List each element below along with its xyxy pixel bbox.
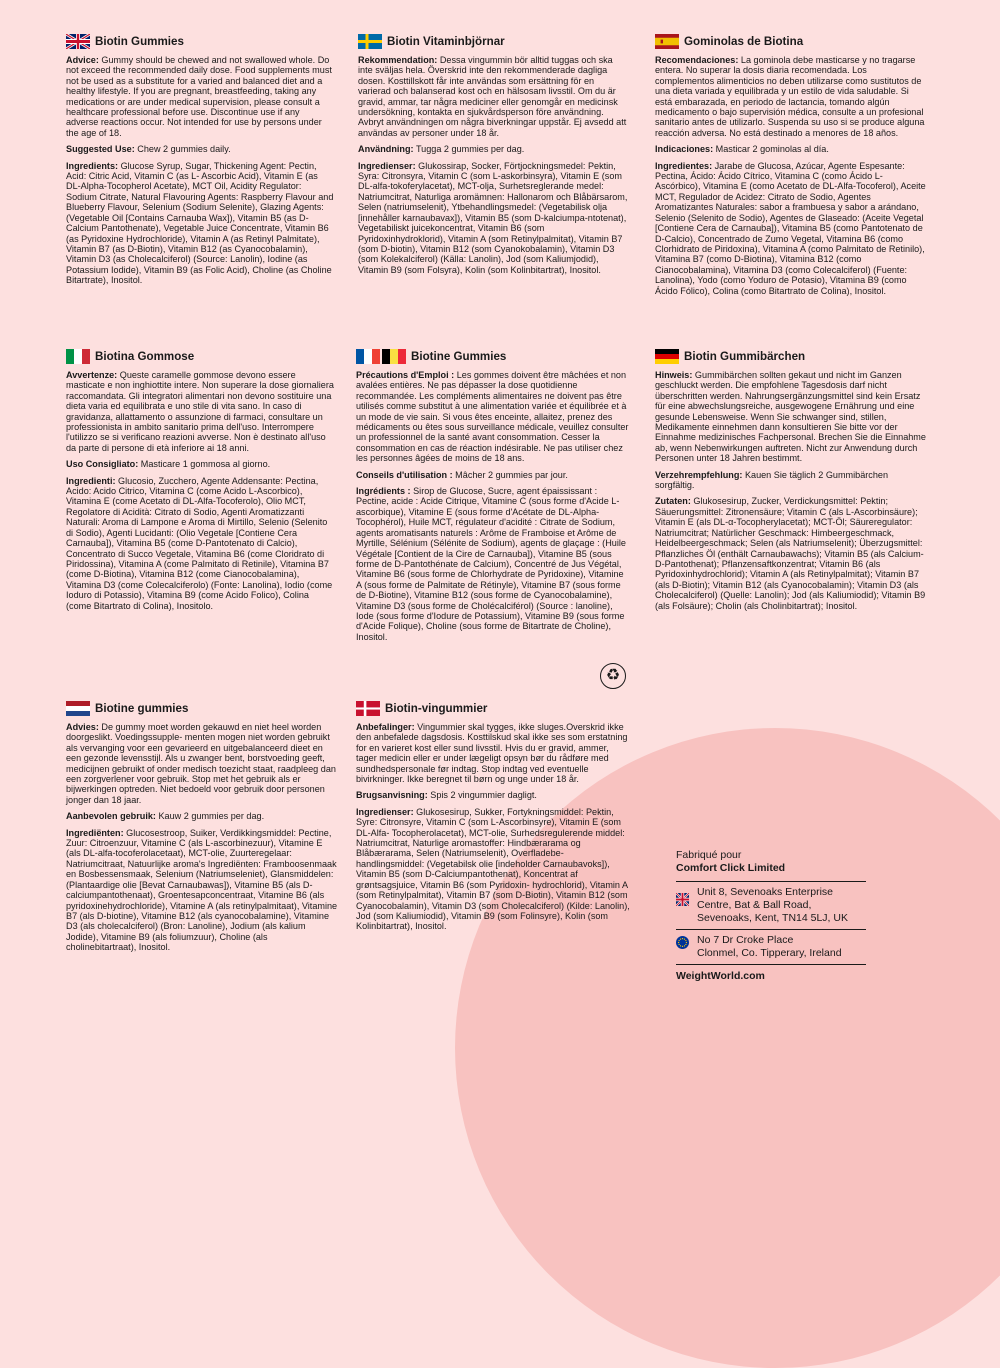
section-title: Biotin Gummibärchen xyxy=(684,349,806,363)
ingredients-paragraph: Ingredienser: Glukossirap, Socker, Förtjockningsmedel: Pektin, Syra: Citronsyra, Vitamin C (som L-askorbinsyra), Vitamin E (som DL-alfa-tokoferylacetat), MCT-olja, Surhetsreglerande medel: Natriumcitrat, Naturliga aromämnen: Hallonarom och Blåbärsarom, Selen (natriumselenit), Ytbehandlingsmedel: (Vegetabilisk olja [innehåller karnaubavax]), Vitamin B5 (som D-kalciumpa-ntotenat), Vegetabiliskt juicekoncentrat, Vitamin B6 (som Pyridoxinhydroklorid), Vitamin A (som Retinylpalmitat), Vitamin B7 (som D-biotin), Vitamin B12 (som Cyanokobalamin), Vitamin D3 (som Kolekalciferol) (Källa: Lanolin), Jod (som Kaliumjodid), Vitamin B9 (som Folsyra), Kolin (som Kolinbitartrat), Inositol. xyxy=(358,160,628,275)
section-uk xyxy=(66,30,334,292)
section-body xyxy=(356,722,630,932)
section-netherlands xyxy=(66,697,338,959)
manufacturer-info xyxy=(676,849,876,982)
section-header xyxy=(358,30,628,52)
section-title: Biotina Gommose xyxy=(95,349,195,363)
section-body xyxy=(66,55,334,286)
ingredients-paragraph: Ingrédients : Sirop de Glucose, Sucre, agent épaississant : Pectine, acide : Acide Citrique, Vitamine C (sous forme d'Acide L-ascorbique), Vitamine E (sous forme d'Acétate de DL-Alpha-Tocophérol), Huile MCT, régulateur d'acidité : Citrate de Sodium, agents aromatisants naturels : Arôme de Framboise et Arôme de Myrtille, Sélénium (Sélénite de Sodium), agents de glaçage : (Huile Végétale [Contient de la Cire de Carnauba]), Vitamine B5 (sous forme de D-Pantothénate de Calcium), Concentré de Jus Végétal, Vitamine B6 (sous forme de Chlorhydrate de Pyridoxine), Vitamine A (sous forme de Palmitate de Rétinyle), Vitamine B7 (sous forme de D-Biotine), Vitamine B12 (sous forme de Cyanocobalamine), Vitamine D3 (sous forme de Cholécalciférol) (Source : lanoline), Iode (sous forme d'Iodure de Potassium), Vitamine B9 (sous forme d'Acide Folique), Choline (sous forme de Bitartrate de Choline), Inositol. xyxy=(356,486,626,642)
section-denmark xyxy=(356,697,630,938)
netherlands-flag-icon xyxy=(66,701,90,716)
ingredients-paragraph: Ingredientes: Jarabe de Glucosa, Azúcar, Agente Espesante: Pectina, Ácido: Ácido Cítrico, Vitamina C (como Ácido L-Ascórbico), Vitamina E (como Acetato de DL-Alfa-Tocoferol), Aceite MCT, Regulador de Acidez: Citrato de Sodio, Agentes Aromatizantes Naturales: sabor a frambuesa y sabor a arándano, Selenio (Selenito de Sodio), Agentes de Glaseado: (Aceite Vegetal [Contiene Cera de Carnauba]), Vitamina B5 (como Pantotenato de D-Calcio), Concentrado de Zumo Vegetal, Vitamina B6 (como Clorhidrato de Piridoxina), Vitamina A (como Palmitato de Retinilo), Vitamina B7 (como D-Biotina), Vitamina B12 (como Cianocobalamina), Vitamina D3 (como Colecalciferol) (Fuente: Lanolina), Yodo (como Yoduro de Potasio), Vitamina B9 (como Ácido Fólico), Colina (como Bitartrato de Colina), Inositol. xyxy=(655,160,926,296)
ingredients-paragraph: Ingredienti: Glucosio, Zucchero, Agente Addensante: Pectina, Acido: Acido Citrico, Vitamina C (come Acido L-Ascorbico), Vitamina E (come Acetato di DL-Alfa-Tocoferolo), Olio MCT, Regolatore di Acidità: Citrato di Sodio, Agenti Aromatizzanti Naturali: Aroma di Lampone e Aroma di Mirtillo, Selenio (Selenito di Sodio), Agenti Lucidanti: (Olio Vegetale [Contiene Cera Carnauba]), Vitamina B5 (come D-Pantotenato di Calcio), Concentrato di Succo Vegetale, Vitamina B6 (come Cloridrato di Piridossina), Vitamina A (come Palmitato di Retinile), Vitamina B7 (come D-Biotina), Vitamina B12 (come Cianocobalamina), Vitamina D3 (come Colecalciferolo) (Fonte: Lanolina), Iodio (come Ioduro di Potassio), Vitamina B9 (come Acido Folico), Colina (come Bitartrato di Colina), Inositolo. xyxy=(66,475,333,611)
denmark-flag-icon xyxy=(356,701,380,716)
section-header xyxy=(66,345,336,367)
sweden-flag-icon xyxy=(358,34,382,49)
usage-paragraph: Indicaciones: Masticar 2 gominolas al día. xyxy=(655,144,829,155)
section-title: Biotin-vingummier xyxy=(385,701,488,715)
address-line: Sevenoaks, Kent, TN14 5LJ, UK xyxy=(697,912,848,924)
address-line: No 7 Dr Croke Place xyxy=(697,934,794,946)
uk-flag-icon xyxy=(66,34,90,49)
ingredients-paragraph: Zutaten: Glukosesirup, Zucker, Verdickungsmittel: Pektin; Säuerungsmittel: Zitronensäure; Vitamin C (als L-Ascorbinsäure); Vitamin E (als DL-α-Tocopherylacetat); MCT-Öl; Säureregulator: Natriumcitrat; Natürlicher Geschmack: Himbeergeschmack, Heidelbeergeschmack; Selen (als Natriumselenit); Überzugsmittel: Pflanzliches Öl (enthält Carnaubawachs); Vitamin B5 (als Calcium-D-Pantothenat); Pflanzensaftkonzentrat; Vitamin B6 (als Pyridoxinhydrochlorid); Vitamin A (als Retinylpalmitat); Vitamin B7 (als D-Biotin); Vitamin B12 (als Cyanocobalamin); Vitamin D3 (als Cholecalciferol) (Quelle: Lanolin); Jod (als Kaliumiodid); Vitamin B9 (als Folsäure); Cholin (als Cholinbitartrat); Inositol. xyxy=(655,496,926,611)
eu-address xyxy=(676,930,876,964)
advice-paragraph: Précautions d'Emploi : Les gommes doivent être mâchées et non avalées entières. Ne pas dépasser la dose quotidienne recommandée. Les compléments alimentaires ne doivent pas être utilisés comme substitut à une alimentation variée et équilibrée et à un mode de vie sain. Si vous êtes enceinte, allaitez, prenez des médicaments ou êtes sous surveillance médicale, veuillez consulter un professionnel de la santé avant consommation. Cesser la consommation en cas de réaction indésirable. Ne pas utiliser chez les personnes âgées de moins de 18 ans. xyxy=(356,370,629,464)
section-title: Biotine Gummies xyxy=(411,349,507,363)
website-link[interactable]: WeightWorld.com xyxy=(676,970,765,982)
section-france-belgium xyxy=(356,345,630,648)
section-body xyxy=(66,722,338,953)
usage-paragraph: Uso Consigliato: Masticare 1 gommosa al giorno. xyxy=(66,459,271,470)
ingredients-paragraph: Ingredients: Glucose Syrup, Sugar, Thickening Agent: Pectin, Acid: Citric Acid, Vitamin C (as L- Ascorbic Acid), Vitamin E (as DL-Alpha-Tocopherol Acetate), MCT Oil, Acidity Regulator: Sodium Citrate, Natural Flavouring Agents: Raspberry Flavour and Blueberry Flavour, Selenium (Sodium Selenite), Glazing Agents: (Vegetable Oil [Contains Carnauba Wax]), Vitamin B5 (as D-Calcium Pantothenate), Vegetable Juice Concentrate, Vitamin B6 (as Pyridoxine Hydrochloride), Vitamin A (as Retinyl Palmitate), Vitamin B7 (as D-Biotin), Vitamin B12 (as Cyanocobalamin), Vitamin D3 (as Cholecalciferol) (Source: Lanolin), Iodine (as Potassium Iodide), Vitamin B9 (as Folic Acid), Choline (as Choline Bitartrate), Inositol. xyxy=(66,160,334,286)
made-for-label: Fabriqué pour xyxy=(676,849,742,861)
section-spain xyxy=(655,30,927,302)
section-header xyxy=(356,345,630,367)
advice-paragraph: Anbefalinger: Vingummier skal tygges, ikke sluges.Overskrid ikke den anbefalede dagsdosis. Kosttilskud skal ikke ses som erstatning for en varieret kost eller sund livsstil. Hvis du er gravid, ammer, tager medicin eller er under lægeligt opsyn bør du rådføre med sundhedspersonale før indtag. Stop indtag ved eventuelle bivirkninger. Ikke beregnet til børn og unge under 18 år. xyxy=(356,722,628,785)
italy-flag-icon xyxy=(66,349,90,364)
section-sweden xyxy=(358,30,628,281)
section-body xyxy=(655,55,927,296)
section-header xyxy=(655,30,927,52)
address-line: Clonmel, Co. Tipperary, Ireland xyxy=(697,947,842,959)
advice-paragraph: Hinweis: Gummibärchen sollten gekaut und nicht im Ganzen geschluckt werden. Die empfohlene Tagesdosis darf nicht überschritten werden. Nahrungsergänzungsmittel sind kein Ersatz für eine abwechslungsreiche, ausgewogene Ernährung und eine gesunde Lebensweise. Wenn Sie schwanger sind, stillen, Medikamente einnehmen dann konsultieren Sie bitte vor der Einnahme medizinisches Fachpersonal. Brechen Sie die Einnahme ab, wenn Nebenwirkungen auftreten. Nicht zur Anwendung durch Personen unter 18 Jahren bestimmt. xyxy=(655,370,926,464)
advice-paragraph: Recomendaciones: La gominola debe masticarse y no tragarse entera. No superar la dosis diaria recomendada. Los complementos alimenticios no deben utilizarse como sustitutos de una dieta variada y equilibrada y un estilo de vida saludable. Si está embarazada, en periodo de lactancia, tomando algún medicamento o bajo supervisión médica, consulte a un profesional sanitario antes de utilizarlo. Suspenda su uso si se produce alguna reacción adversa. No está destinado a menores de 18 años. xyxy=(655,55,925,138)
section-body xyxy=(358,55,628,275)
usage-paragraph: Brugsanvisning: Spis 2 vingummier dagligt. xyxy=(356,790,537,801)
section-body xyxy=(66,370,336,611)
section-title: Gominolas de Biotina xyxy=(684,34,804,48)
ingredients-paragraph: Ingrediënten: Glucosestroop, Suiker, Verdikkingsmiddel: Pectine, Zuur: Citroenzuur, Vitamine C (als L-ascorbinezuur), Vitamine E (als DL-alfa-tocoferolacetaat), MCT-olie, Zuurteregelaar: Natriumcitraat, Natuurlijke aroma's Ingrediënten: Framboosenmaak en Bosbessensmaak, Selenium (Natriumseleniet), Glansmiddelen: (Plantaardige olie [Bevat Carnaubawas]), Vitamine B5 (als D-calciumpantothenaat), Groentesapconcentraat, Vitamine B6 (als pyridoxinehydrochloride), Vitamine A (als retinylpalmitaat), Vitamine B7 (als D-biotine), Vitamine B12 (als cyanocobalamine), Vitamine D3 (als cholecalciferol) (Bron: Lanoline), Jodium (als kalium Jodide), Vitamine B9 (als foliumzuur), Choline (als cholinebitartraat), Inositol. xyxy=(66,827,338,953)
section-body xyxy=(655,370,927,611)
spain-flag-icon xyxy=(655,34,679,49)
advice-paragraph: Advies: De gummy moet worden gekauwd en niet heel worden doorgeslikt. Voedingssupple- menten mogen niet worden gebruikt als vervanging voor een gevarieerd en uitgebalanceerd dieet en een gezonde levensstijl. Als u zwanger bent, borstvoeding geeft, medicijnen gebruikt of onder medisch toezicht staat, raadpleeg dan een zorgverlener voor gebruik. Stop met het gebruik als er bijwerkingen optreden. Niet bedoeld voor gebruik door personen jonger dan 18 jaar. xyxy=(66,722,336,805)
recycling-tidyman-icon: ♻ xyxy=(600,663,626,689)
ingredients-paragraph: Ingredienser: Glukosesirup, Sukker, Fortykningsmiddel: Pektin, Syre: Citronsyre, Vitamin C (som L-Ascorbinsyre), Vitamin E (som DL-Alfa- Tocopherolacetat), MCT-olie, Surhedsregulerende middel: Natriumcitrat, Naturlige aromastoffer: Hindbærarama og Blåbærarama, Selen (Natriumselenit), Overfladebe- handlingsmiddel: (Vegetabilsk olie [indeholder Carnaubavoks]), Vitamin B5 (som D-Calciumpantothenat), Koncentrat af grøntsagsjuice, Vitamin B6 (som Pyridoxin- hydrochlorid), Vitamin A (som Retinylpalmitat), Vitamin B7 (som D-Biotin), Vitamin B12 (som Cyanocobalamin), Vitamin D3 (som Cholecalciferol) (Kilde: Lanolin), Jod (som Kaliumiodid), Vitamin B9 (som Folinsyre), Kolin (som Kolinbitartrat), Inositol. xyxy=(356,806,630,932)
advice-paragraph: Rekommendation: Dessa vingummin bör alltid tuggas och ska inte sväljas hela. Överskrid inte den rekommenderade dagliga dosen. Kosttillskott får inte användas som ersättning för en varierad och balanserad kost och en hälsosam livsstil. Om du är gravid, ammar, tar några mediciner eller genomgår en medicinsk undersökning, kontakta en sjukvårdsperson före användning. Avbryt användningen om några biverkningar uppstår. Ej avsedd att användas av personer under 18 år. xyxy=(358,55,627,138)
address-line: Centre, Bat & Ball Road, xyxy=(697,899,812,911)
divider xyxy=(676,964,866,965)
company-name: Comfort Click Limited xyxy=(676,862,786,874)
advice-paragraph: Advice: Gummy should be chewed and not swallowed whole. Do not exceed the recommended daily dose. Food supplements must not be used as a substitute for a varied and balanced diet and a healthy lifestyle. If you are pregnant, breastfeeding, taking any medications or are under medical supervision, please consult a healthcare professional before use. Discontinue use if any adverse reactions occur. Not intended for use by persons under the age of 18. xyxy=(66,55,332,138)
section-title: Biotin Gummies xyxy=(95,34,184,48)
uk-flag-icon xyxy=(676,893,689,906)
section-body xyxy=(356,370,630,642)
usage-paragraph: Suggested Use: Chew 2 gummies daily. xyxy=(66,144,231,155)
section-germany xyxy=(655,345,927,617)
section-header xyxy=(655,345,927,367)
eu-flag-icon xyxy=(676,936,689,949)
section-title: Biotin Vitaminbjörnar xyxy=(387,34,505,48)
advice-paragraph: Avvertenze: Queste caramelle gommose devono essere masticate e non inghiottite intere. Non superare la dose giornaliera raccomandata. Gli integratori alimentari non devono sostituire una dieta varia ed equilibrata e uno stile di vita sano. In caso di gravidanza, allattamento o assunzione di farmaci, consultare un professionista in ambito sanitario prima dell'uso. Interrompere l'utilizzo se si verificano reazioni avverse. Non è destinato all'uso da parte di persone di età inferiore ai 18 anni. xyxy=(66,370,334,453)
section-italy xyxy=(66,345,336,617)
uk-address xyxy=(676,882,876,929)
section-header xyxy=(356,697,630,719)
address-line: Unit 8, Sevenoaks Enterprise xyxy=(697,886,833,898)
usage-paragraph: Användning: Tugga 2 gummies per dag. xyxy=(358,144,525,155)
france-belgium-flags-icon xyxy=(356,349,406,364)
section-header xyxy=(66,30,334,52)
usage-paragraph: Aanbevolen gebruik: Kauw 2 gummies per dag. xyxy=(66,811,265,822)
germany-flag-icon xyxy=(655,349,679,364)
section-title: Biotine gummies xyxy=(95,701,189,715)
usage-paragraph: Verzehrempfehlung: Kauen Sie täglich 2 Gummibärchen sorgfältig. xyxy=(655,469,889,491)
usage-paragraph: Conseils d'utilisation : Mâcher 2 gummies par jour. xyxy=(356,469,568,480)
section-header xyxy=(66,697,338,719)
